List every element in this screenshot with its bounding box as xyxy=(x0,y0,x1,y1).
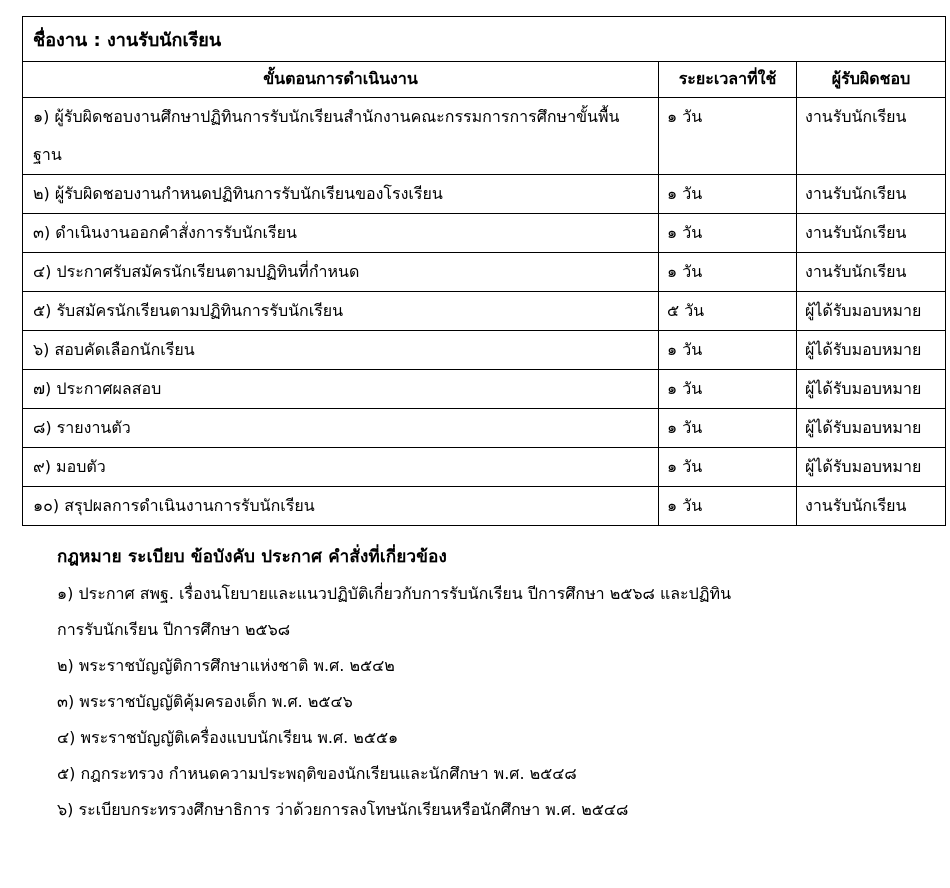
duration-cell: ๑ วัน xyxy=(659,331,797,370)
responsible-cell: ผู้ได้รับมอบหมาย xyxy=(797,292,946,331)
responsible-cell: งานรับนักเรียน xyxy=(797,214,946,253)
header-duration: ระยะเวลาที่ใช้ xyxy=(659,62,797,98)
responsible-cell: ผู้ได้รับมอบหมาย xyxy=(797,409,946,448)
step-cell: ๓) ดำเนินงานออกคำสั่งการรับนักเรียน xyxy=(23,214,659,253)
duration-cell: ๑ วัน xyxy=(659,98,797,175)
table-row xyxy=(23,409,946,448)
task-title: ชื่องาน : งานรับนักเรียน xyxy=(23,17,946,62)
title-row xyxy=(23,17,946,62)
step-cell: ๑๐) สรุปผลการดำเนินงานการรับนักเรียน xyxy=(23,487,659,526)
procedure-sheet xyxy=(22,16,945,526)
table-row xyxy=(23,331,946,370)
duration-cell: ๑ วัน xyxy=(659,253,797,292)
table-row xyxy=(23,292,946,331)
duration-cell: ๑ วัน xyxy=(659,448,797,487)
duration-cell: ๑ วัน xyxy=(659,175,797,214)
step-cell: ๕) รับสมัครนักเรียนตามปฏิทินการรับนักเรียน xyxy=(23,292,659,331)
responsible-cell: งานรับนักเรียน xyxy=(797,253,946,292)
regulation-item: การรับนักเรียน ปีการศึกษา ๒๕๖๘ xyxy=(57,620,291,639)
table-row xyxy=(23,253,946,292)
step-cell: ๑) ผู้รับผิดชอบงานศึกษาปฏิทินการรับนักเรียนสำนักงานคณะกรรมการการศึกษาขั้นพื้นฐาน xyxy=(23,98,659,175)
responsible-cell: งานรับนักเรียน xyxy=(797,175,946,214)
duration-cell: ๑ วัน xyxy=(659,487,797,526)
table-row xyxy=(23,214,946,253)
procedure-table xyxy=(22,16,946,526)
responsible-cell: งานรับนักเรียน xyxy=(797,487,946,526)
duration-cell: ๑ วัน xyxy=(659,409,797,448)
step-cell: ๔) ประกาศรับสมัครนักเรียนตามปฏิทินที่กำหนด xyxy=(23,253,659,292)
duration-cell: ๑ วัน xyxy=(659,370,797,409)
related-regulations xyxy=(57,543,927,828)
header-step: ขั้นตอนการดำเนินงาน xyxy=(23,62,659,98)
responsible-cell: ผู้ได้รับมอบหมาย xyxy=(797,448,946,487)
table-row xyxy=(23,370,946,409)
duration-cell: ๑ วัน xyxy=(659,214,797,253)
regulation-item: ๖) ระเบียบกระทรวงศึกษาธิการ ว่าด้วยการลงโทษนักเรียนหรือนักศึกษา พ.ศ. ๒๕๔๘ xyxy=(57,800,629,819)
table-row xyxy=(23,487,946,526)
table-row xyxy=(23,175,946,214)
header-row xyxy=(23,62,946,98)
responsible-cell: ผู้ได้รับมอบหมาย xyxy=(797,370,946,409)
step-cell: ๗) ประกาศผลสอบ xyxy=(23,370,659,409)
regulations-heading: กฎหมาย ระเบียบ ข้อบังคับ ประกาศ คำสั่งที่เกี่ยวข้อง xyxy=(57,547,448,567)
regulation-item: ๕) กฎกระทรวง กำหนดความประพฤติของนักเรียนและนักศึกษา พ.ศ. ๒๕๔๘ xyxy=(57,764,577,783)
table-row xyxy=(23,98,946,175)
regulation-item: ๓) พระราชบัญญัติคุ้มครองเด็ก พ.ศ. ๒๕๔๖ xyxy=(57,692,353,711)
responsible-cell: ผู้ได้รับมอบหมาย xyxy=(797,331,946,370)
duration-cell: ๕ วัน xyxy=(659,292,797,331)
step-cell: ๙) มอบตัว xyxy=(23,448,659,487)
responsible-cell: งานรับนักเรียน xyxy=(797,98,946,175)
regulation-item: ๑) ประกาศ สพฐ. เรื่องนโยบายและแนวปฏิบัติเกี่ยวกับการรับนักเรียน ปีการศึกษา ๒๕๖๘ และปฏิทิน xyxy=(57,584,732,603)
header-responsible: ผู้รับผิดชอบ xyxy=(797,62,946,98)
step-cell: ๒) ผู้รับผิดชอบงานกำหนดปฏิทินการรับนักเรียนของโรงเรียน xyxy=(23,175,659,214)
step-cell: ๖) สอบคัดเลือกนักเรียน xyxy=(23,331,659,370)
step-cell: ๘) รายงานตัว xyxy=(23,409,659,448)
regulation-item: ๒) พระราชบัญญัติการศึกษาแห่งชาติ พ.ศ. ๒๕๔๒ xyxy=(57,656,395,675)
regulation-item: ๔) พระราชบัญญัติเครื่องแบบนักเรียน พ.ศ. ๒๕๕๑ xyxy=(57,728,399,747)
table-row xyxy=(23,448,946,487)
